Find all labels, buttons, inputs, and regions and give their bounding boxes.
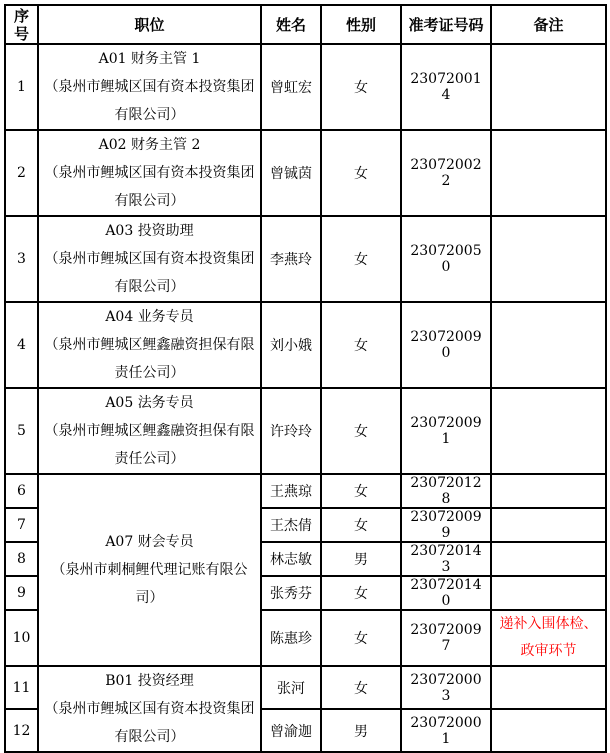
gender-cell: 女: [321, 610, 401, 666]
remark-cell: [491, 576, 606, 610]
position-cell: [38, 44, 261, 130]
remark-cell: [491, 44, 606, 130]
row-number-cell: 12: [5, 709, 38, 752]
gender-cell: 女: [321, 216, 401, 302]
name-cell: 王燕琼: [261, 474, 321, 508]
table-row: [5, 216, 606, 302]
header-remark: 备注: [491, 5, 606, 44]
ticket-number-cell: 230720091: [401, 388, 491, 474]
gender-cell: 女: [321, 666, 401, 709]
ticket-number-cell: 230720050: [401, 216, 491, 302]
ticket-number-cell: 230720090: [401, 302, 491, 388]
position-company: （泉州市鲤城区国有资本投资集团有限公司）: [44, 79, 255, 123]
ticket-number-cell: 230720003: [401, 666, 491, 709]
position-cell: [38, 474, 261, 666]
remark-cell: [491, 542, 606, 576]
ticket-number-cell: 230720001: [401, 709, 491, 752]
name-cell: 刘小娥: [261, 302, 321, 388]
table-header-row: [5, 5, 606, 44]
gender-cell: 女: [321, 130, 401, 216]
name-cell: 张河: [261, 666, 321, 709]
candidate-roster-table: [4, 4, 607, 753]
header-position: 职位: [38, 5, 261, 44]
gender-cell: 女: [321, 44, 401, 130]
gender-cell: 男: [321, 709, 401, 752]
ticket-number-cell: 230720099: [401, 508, 491, 542]
table-row: [5, 302, 606, 388]
row-number-cell: 10: [5, 610, 38, 666]
position-cell: [38, 666, 261, 752]
position-company: （泉州市鲤城区鲤鑫融资担保有限责任公司）: [44, 423, 255, 467]
table-row: [5, 44, 606, 130]
table-row: [5, 388, 606, 474]
remark-cell: 递补入围体检、政审环节: [491, 610, 606, 666]
name-cell: 曾铖茵: [261, 130, 321, 216]
remark-cell: [491, 709, 606, 752]
position-title: A05 法务专员: [105, 395, 194, 411]
position-company: （泉州市鲤城区国有资本投资集团有限公司）: [44, 701, 255, 745]
position-title: B01 投资经理: [105, 673, 194, 689]
remark-cell: [491, 130, 606, 216]
name-cell: 王杰倩: [261, 508, 321, 542]
name-cell: 陈惠珍: [261, 610, 321, 666]
ticket-number-cell: 230720143: [401, 542, 491, 576]
ticket-number-cell: 230720022: [401, 130, 491, 216]
position-cell: [38, 216, 261, 302]
position-cell: [38, 388, 261, 474]
position-cell: [38, 130, 261, 216]
name-cell: 林志敏: [261, 542, 321, 576]
position-title: A01 财务主管 1: [98, 51, 201, 67]
position-title: A07 财会专员: [105, 534, 194, 550]
remark-cell: [491, 508, 606, 542]
gender-cell: 女: [321, 388, 401, 474]
row-number-cell: 9: [5, 576, 38, 610]
name-cell: 曾渝迦: [261, 709, 321, 752]
ticket-number-cell: 230720140: [401, 576, 491, 610]
header-row-number: 序号: [5, 5, 38, 44]
name-cell: 张秀芬: [261, 576, 321, 610]
ticket-number-cell: 230720014: [401, 44, 491, 130]
gender-cell: 女: [321, 302, 401, 388]
table-row: [5, 130, 606, 216]
table-body: [5, 44, 606, 752]
position-company: （泉州市鲤城区国有资本投资集团有限公司）: [44, 251, 255, 295]
header-name: 姓名: [261, 5, 321, 44]
remark-cell: [491, 474, 606, 508]
row-number-cell: 11: [5, 666, 38, 709]
position-title: A04 业务专员: [105, 309, 194, 325]
position-title: A03 投资助理: [105, 223, 194, 239]
remark-cell: [491, 388, 606, 474]
position-company: （泉州市鲤城区国有资本投资集团有限公司）: [44, 165, 255, 209]
remark-cell: [491, 666, 606, 709]
position-company: （泉州市鲤城区鲤鑫融资担保有限责任公司）: [44, 337, 255, 381]
gender-cell: 男: [321, 542, 401, 576]
row-number-cell: 8: [5, 542, 38, 576]
table-row: [5, 474, 606, 508]
row-number-cell: 3: [5, 216, 38, 302]
ticket-number-cell: 230720097: [401, 610, 491, 666]
table-row: [5, 666, 606, 709]
row-number-cell: 6: [5, 474, 38, 508]
gender-cell: 女: [321, 474, 401, 508]
name-cell: 许玲玲: [261, 388, 321, 474]
row-number-cell: 5: [5, 388, 38, 474]
header-ticket-number: 准考证号码: [401, 5, 491, 44]
remark-cell: [491, 216, 606, 302]
position-cell: [38, 302, 261, 388]
name-cell: 曾虹宏: [261, 44, 321, 130]
row-number-cell: 1: [5, 44, 38, 130]
position-company: （泉州市刺桐鲤代理记账有限公司）: [51, 562, 248, 606]
header-gender: 性别: [321, 5, 401, 44]
row-number-cell: 7: [5, 508, 38, 542]
remark-cell: [491, 302, 606, 388]
row-number-cell: 4: [5, 302, 38, 388]
ticket-number-cell: 230720128: [401, 474, 491, 508]
gender-cell: 女: [321, 508, 401, 542]
row-number-cell: 2: [5, 130, 38, 216]
gender-cell: 女: [321, 576, 401, 610]
position-title: A02 财务主管 2: [98, 137, 201, 153]
name-cell: 李燕玲: [261, 216, 321, 302]
